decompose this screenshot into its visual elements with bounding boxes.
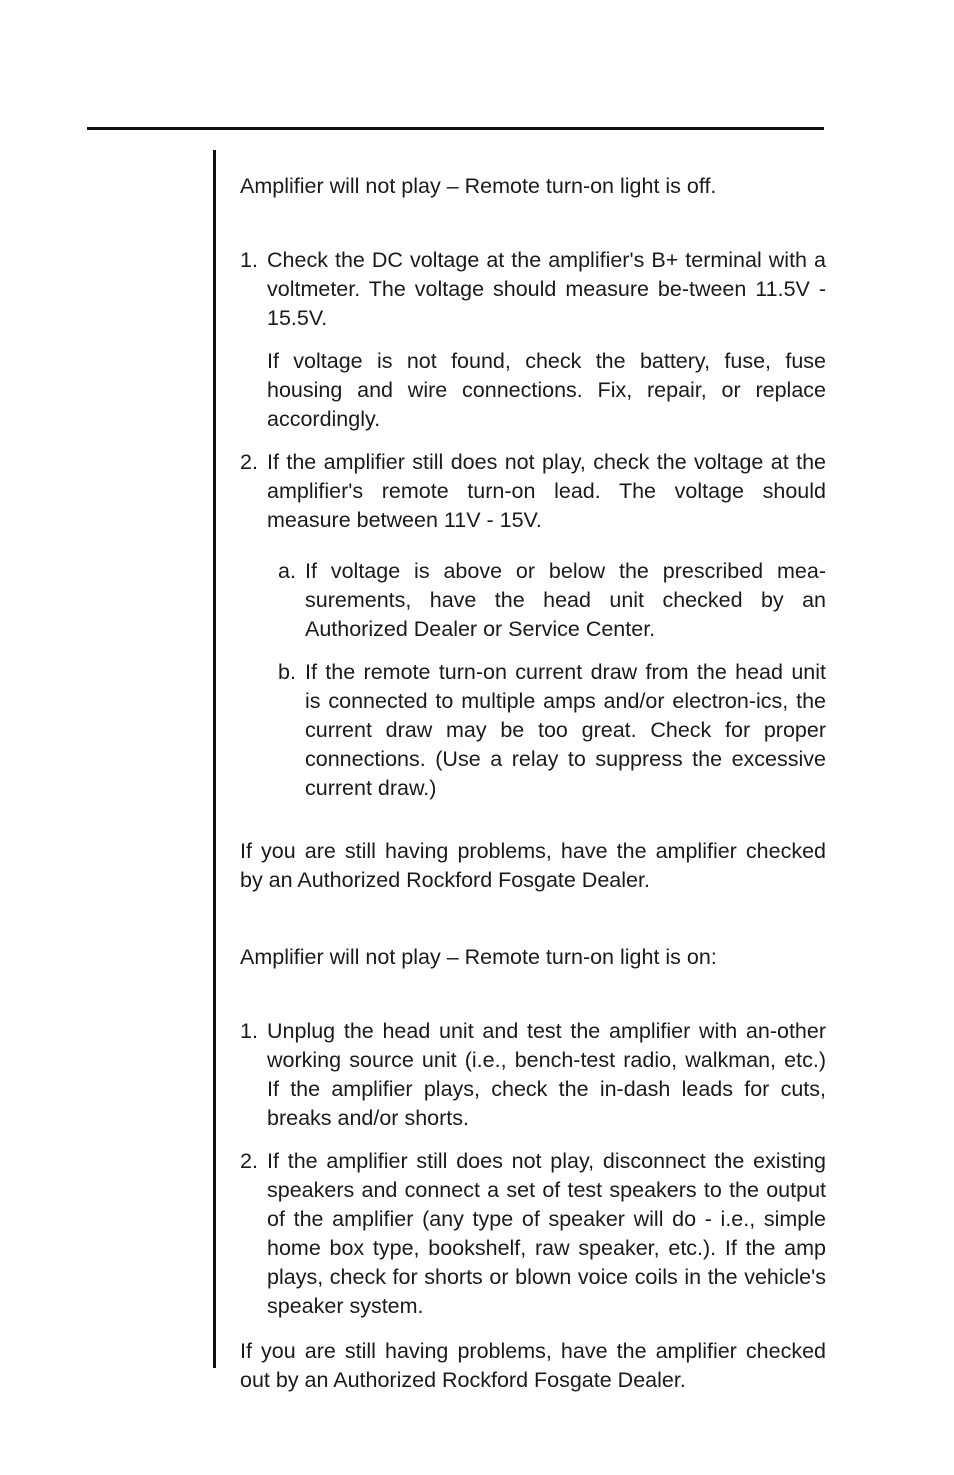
section2-note: If you are still having problems, have the amplifier checked out by an Authorized Rockford Fosgate Dealer.: [240, 1339, 826, 1392]
step-text: If the amplifier still does not play, check the voltage at the amplifier's remote turn-on lead. The voltage should measure between 11V - 15V.: [267, 450, 826, 532]
substep-list: [278, 557, 826, 803]
step-text: Unplug the head unit and test the amplifier with an-other working source unit (i.e., bench-test radio, walkman, etc.) If the amplifier plays, check the in-dash leads for cuts, breaks and/or shorts.: [267, 1019, 826, 1130]
section1-heading: Amplifier will not play – Remote turn-on light is off.: [240, 174, 717, 198]
substep-marker: a.: [278, 559, 296, 583]
section2-step-2: [240, 1147, 826, 1321]
step-text: If the amplifier still does not play, disconnect the existing speakers and connect a set of test speakers to the output of the amplifier (any type of speaker will do - i.e., simple home box type, bookshelf, raw speaker, etc.). If the amp plays, check for shorts or blown voice coils in the vehicle's speaker system.: [267, 1149, 826, 1318]
left-vertical-rule: [213, 150, 216, 1368]
troubleshooting-content: [240, 172, 826, 1395]
substep-b: [278, 658, 826, 803]
section1-step-2: [240, 448, 826, 817]
substep-marker: b.: [278, 660, 296, 684]
step-marker: 2.: [240, 1149, 258, 1173]
section1-note: If you are still having problems, have the amplifier checked by an Authorized Rockford Fosgate Dealer.: [240, 839, 826, 892]
section1-step-1: [240, 246, 826, 434]
step-marker: 1.: [240, 1019, 258, 1043]
step-text: Check the DC voltage at the amplifier's B+ terminal with a voltmeter. The voltage should measure be-tween 11.5V - 15.5V.: [267, 248, 826, 330]
substep-text: If voltage is above or below the prescribed mea-surements, have the head unit checked by an Authorized Dealer or Service Center.: [305, 559, 826, 641]
step-text: If voltage is not found, check the battery, fuse, fuse housing and wire connections. Fix, repair, or replace accordingly.: [267, 349, 826, 431]
top-horizontal-rule: [87, 127, 824, 130]
section2-heading: Amplifier will not play – Remote turn-on light is on:: [240, 945, 717, 969]
substep-text: If the remote turn-on current draw from the head unit is connected to multiple amps and/or electron-ics, the current draw may be too great. Check for proper connections. (Use a relay to suppress the excessive current draw.): [305, 660, 826, 800]
section2-step-1: [240, 1017, 826, 1133]
substep-a: [278, 557, 826, 644]
step-marker: 1.: [240, 248, 258, 272]
step-marker: 2.: [240, 450, 258, 474]
